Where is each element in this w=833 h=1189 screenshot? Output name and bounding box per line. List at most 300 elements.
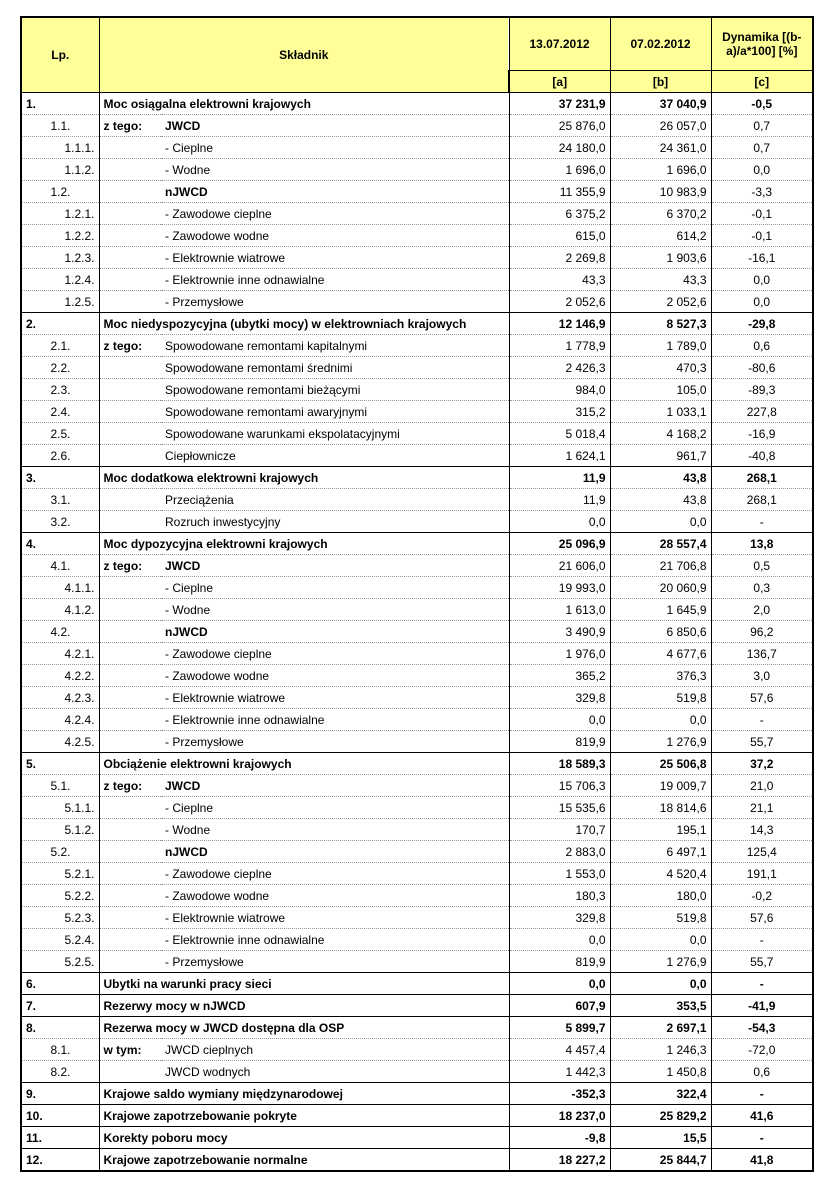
row-value-a: 15 706,3 — [509, 775, 610, 797]
row-value-c: -0,2 — [711, 885, 813, 907]
row-subgroup — [99, 885, 161, 907]
row-lp: 4.1.2. — [21, 599, 99, 621]
table-row — [21, 511, 813, 533]
table-row — [21, 973, 813, 995]
row-value-b: 1 450,8 — [610, 1061, 711, 1083]
row-value-b: 6 850,6 — [610, 621, 711, 643]
table-row — [21, 159, 813, 181]
row-lp: 1.2.2. — [21, 225, 99, 247]
row-value-a: 2 269,8 — [509, 247, 610, 269]
table-row — [21, 819, 813, 841]
row-value-c: -41,9 — [711, 995, 813, 1017]
row-value-c: 13,8 — [711, 533, 813, 555]
row-name: Krajowe zapotrzebowanie pokryte — [99, 1105, 509, 1127]
table-row — [21, 489, 813, 511]
table-row — [21, 115, 813, 137]
row-lp: 2.5. — [21, 423, 99, 445]
row-subgroup — [99, 731, 161, 753]
row-value-b: 19 009,7 — [610, 775, 711, 797]
row-value-a: 21 606,0 — [509, 555, 610, 577]
row-lp: 1. — [21, 93, 99, 115]
row-name: Spowodowane remontami średnimi — [161, 357, 509, 379]
row-value-b: 376,3 — [610, 665, 711, 687]
row-name: - Przemysłowe — [161, 951, 509, 973]
row-lp: 5.2.2. — [21, 885, 99, 907]
table-row — [21, 555, 813, 577]
row-lp: 5.2.4. — [21, 929, 99, 951]
row-value-c: 268,1 — [711, 467, 813, 489]
row-value-c: -40,8 — [711, 445, 813, 467]
table-row — [21, 1039, 813, 1061]
row-value-a: -352,3 — [509, 1083, 610, 1105]
table-row — [21, 577, 813, 599]
power-balance-table — [20, 16, 814, 1172]
row-lp: 4. — [21, 533, 99, 555]
row-lp: 6. — [21, 973, 99, 995]
table-row — [21, 907, 813, 929]
row-value-a: 180,3 — [509, 885, 610, 907]
row-value-c: 0,0 — [711, 291, 813, 313]
header-skladnik: Składnik — [99, 17, 509, 93]
table-row — [21, 379, 813, 401]
row-value-b: 1 903,6 — [610, 247, 711, 269]
table-header — [21, 17, 813, 93]
row-value-c: 3,0 — [711, 665, 813, 687]
row-value-c: 227,8 — [711, 401, 813, 423]
row-value-a: 19 993,0 — [509, 577, 610, 599]
row-lp: 8.2. — [21, 1061, 99, 1083]
row-value-c: - — [711, 511, 813, 533]
row-value-c: 57,6 — [711, 687, 813, 709]
row-lp: 3.2. — [21, 511, 99, 533]
table-row — [21, 93, 813, 115]
row-value-c: -16,1 — [711, 247, 813, 269]
row-name: Moc osiągalna elektrowni krajowych — [99, 93, 509, 115]
row-value-b: 0,0 — [610, 929, 711, 951]
row-subgroup — [99, 841, 161, 863]
row-value-a: 11 355,9 — [509, 181, 610, 203]
header-date-a: 13.07.2012 — [509, 17, 610, 71]
row-name: - Zawodowe wodne — [161, 225, 509, 247]
row-name: Przeciążenia — [161, 489, 509, 511]
table-row — [21, 599, 813, 621]
row-lp: 2.4. — [21, 401, 99, 423]
table-row — [21, 753, 813, 775]
row-value-b: 0,0 — [610, 709, 711, 731]
row-value-b: 18 814,6 — [610, 797, 711, 819]
row-subgroup: z tego: — [99, 115, 161, 137]
row-value-b: 195,1 — [610, 819, 711, 841]
row-value-c: 2,0 — [711, 599, 813, 621]
table-row — [21, 731, 813, 753]
row-value-a: 5 899,7 — [509, 1017, 610, 1039]
row-lp: 4.2.1. — [21, 643, 99, 665]
row-value-a: 15 535,6 — [509, 797, 610, 819]
table-row — [21, 445, 813, 467]
row-value-a: 2 883,0 — [509, 841, 610, 863]
row-value-c: 136,7 — [711, 643, 813, 665]
row-value-b: 8 527,3 — [610, 313, 711, 335]
table-row — [21, 401, 813, 423]
row-value-b: 6 497,1 — [610, 841, 711, 863]
row-lp: 1.1.1. — [21, 137, 99, 159]
row-value-c: 55,7 — [711, 731, 813, 753]
row-name: - Cieplne — [161, 577, 509, 599]
row-subgroup — [99, 643, 161, 665]
row-value-a: 11,9 — [509, 489, 610, 511]
row-value-b: 470,3 — [610, 357, 711, 379]
row-lp: 7. — [21, 995, 99, 1017]
table-body — [21, 93, 813, 1172]
row-lp: 4.1. — [21, 555, 99, 577]
row-value-b: 1 696,0 — [610, 159, 711, 181]
row-value-b: 519,8 — [610, 907, 711, 929]
header-tag-c: [c] — [711, 71, 813, 93]
row-lp: 2. — [21, 313, 99, 335]
row-value-c: 0,0 — [711, 269, 813, 291]
row-value-a: -9,8 — [509, 1127, 610, 1149]
row-value-b: 0,0 — [610, 973, 711, 995]
row-value-a: 329,8 — [509, 687, 610, 709]
row-value-a: 984,0 — [509, 379, 610, 401]
row-value-b: 28 557,4 — [610, 533, 711, 555]
table-row — [21, 929, 813, 951]
row-lp: 1.2.1. — [21, 203, 99, 225]
row-name: Ubytki na warunki pracy sieci — [99, 973, 509, 995]
header-dynamika: Dynamika [(b-a)/a*100] [%] — [711, 17, 813, 71]
row-value-a: 43,3 — [509, 269, 610, 291]
table-row — [21, 687, 813, 709]
row-value-b: 43,3 — [610, 269, 711, 291]
row-lp: 4.2. — [21, 621, 99, 643]
row-value-b: 0,0 — [610, 511, 711, 533]
row-subgroup — [99, 1061, 161, 1083]
row-lp: 8.1. — [21, 1039, 99, 1061]
row-name: Obciążenie elektrowni krajowych — [99, 753, 509, 775]
table-row — [21, 1017, 813, 1039]
row-subgroup — [99, 159, 161, 181]
table-row — [21, 797, 813, 819]
row-value-a: 1 976,0 — [509, 643, 610, 665]
row-value-c: 0,7 — [711, 115, 813, 137]
row-value-c: -0,1 — [711, 225, 813, 247]
row-value-b: 6 370,2 — [610, 203, 711, 225]
row-name: - Elektrownie wiatrowe — [161, 247, 509, 269]
row-value-a: 0,0 — [509, 973, 610, 995]
row-value-a: 1 613,0 — [509, 599, 610, 621]
row-name: JWCD wodnych — [161, 1061, 509, 1083]
row-value-b: 37 040,9 — [610, 93, 711, 115]
row-value-b: 1 645,9 — [610, 599, 711, 621]
row-value-b: 2 697,1 — [610, 1017, 711, 1039]
row-value-c: 96,2 — [711, 621, 813, 643]
row-name: Moc niedyspozycyjna (ubytki mocy) w elektrowniach krajowych — [99, 313, 509, 335]
row-value-a: 1 778,9 — [509, 335, 610, 357]
row-value-c: 41,6 — [711, 1105, 813, 1127]
row-value-a: 11,9 — [509, 467, 610, 489]
row-name: - Wodne — [161, 599, 509, 621]
row-lp: 3. — [21, 467, 99, 489]
row-name: Korekty poboru mocy — [99, 1127, 509, 1149]
row-value-a: 1 624,1 — [509, 445, 610, 467]
row-subgroup — [99, 203, 161, 225]
row-value-b: 4 168,2 — [610, 423, 711, 445]
row-value-b: 961,7 — [610, 445, 711, 467]
row-value-b: 353,5 — [610, 995, 711, 1017]
row-name: JWCD — [161, 115, 509, 137]
row-lp: 4.2.2. — [21, 665, 99, 687]
row-lp: 2.3. — [21, 379, 99, 401]
row-name: Ciepłownicze — [161, 445, 509, 467]
row-name: nJWCD — [161, 621, 509, 643]
table-row — [21, 533, 813, 555]
row-subgroup — [99, 423, 161, 445]
table-row — [21, 269, 813, 291]
row-value-b: 24 361,0 — [610, 137, 711, 159]
table-row — [21, 181, 813, 203]
row-name: - Wodne — [161, 819, 509, 841]
row-value-b: 614,2 — [610, 225, 711, 247]
row-value-b: 25 506,8 — [610, 753, 711, 775]
row-value-c: -3,3 — [711, 181, 813, 203]
row-value-a: 819,9 — [509, 951, 610, 973]
row-value-c: -72,0 — [711, 1039, 813, 1061]
row-value-b: 1 789,0 — [610, 335, 711, 357]
row-value-a: 315,2 — [509, 401, 610, 423]
table-row — [21, 1105, 813, 1127]
row-lp: 1.2.3. — [21, 247, 99, 269]
row-name: - Przemysłowe — [161, 731, 509, 753]
row-value-a: 18 589,3 — [509, 753, 610, 775]
table-row — [21, 203, 813, 225]
row-subgroup — [99, 863, 161, 885]
table-row — [21, 665, 813, 687]
table-row — [21, 1149, 813, 1172]
table-row — [21, 137, 813, 159]
row-lp: 5.2.3. — [21, 907, 99, 929]
row-subgroup — [99, 225, 161, 247]
row-subgroup — [99, 357, 161, 379]
row-value-c: -29,8 — [711, 313, 813, 335]
row-lp: 2.6. — [21, 445, 99, 467]
row-value-b: 43,8 — [610, 467, 711, 489]
table-row — [21, 423, 813, 445]
row-value-c: 41,8 — [711, 1149, 813, 1172]
row-subgroup — [99, 269, 161, 291]
row-value-a: 18 227,2 — [509, 1149, 610, 1172]
row-lp: 4.2.3. — [21, 687, 99, 709]
row-name: Spowodowane warunkami ekspolatacyjnymi — [161, 423, 509, 445]
row-lp: 1.1.2. — [21, 159, 99, 181]
table-row — [21, 951, 813, 973]
row-value-a: 170,7 — [509, 819, 610, 841]
row-value-a: 615,0 — [509, 225, 610, 247]
row-name: - Cieplne — [161, 137, 509, 159]
row-name: Rozruch inwestycyjny — [161, 511, 509, 533]
row-value-a: 24 180,0 — [509, 137, 610, 159]
row-name: JWCD — [161, 555, 509, 577]
table-row — [21, 995, 813, 1017]
row-value-c: -0,1 — [711, 203, 813, 225]
row-value-c: - — [711, 973, 813, 995]
row-value-c: -54,3 — [711, 1017, 813, 1039]
row-name: nJWCD — [161, 841, 509, 863]
row-subgroup: w tym: — [99, 1039, 161, 1061]
row-lp: 5.2. — [21, 841, 99, 863]
table-row — [21, 335, 813, 357]
row-name: Rezerwy mocy w nJWCD — [99, 995, 509, 1017]
row-value-a: 2 052,6 — [509, 291, 610, 313]
row-value-a: 4 457,4 — [509, 1039, 610, 1061]
row-value-c: 0,6 — [711, 1061, 813, 1083]
row-name: - Elektrownie wiatrowe — [161, 907, 509, 929]
row-value-b: 1 276,9 — [610, 951, 711, 973]
row-name: - Zawodowe wodne — [161, 665, 509, 687]
row-value-a: 1 553,0 — [509, 863, 610, 885]
row-lp: 5. — [21, 753, 99, 775]
row-name: Spowodowane remontami bieżącymi — [161, 379, 509, 401]
row-value-a: 1 442,3 — [509, 1061, 610, 1083]
row-name: - Wodne — [161, 159, 509, 181]
table-row — [21, 775, 813, 797]
row-subgroup — [99, 181, 161, 203]
row-subgroup — [99, 489, 161, 511]
row-value-b: 15,5 — [610, 1127, 711, 1149]
row-value-b: 322,4 — [610, 1083, 711, 1105]
table-row — [21, 467, 813, 489]
row-value-a: 2 426,3 — [509, 357, 610, 379]
row-value-a: 0,0 — [509, 511, 610, 533]
table-row — [21, 1083, 813, 1105]
row-value-b: 1 276,9 — [610, 731, 711, 753]
row-subgroup — [99, 665, 161, 687]
row-value-a: 329,8 — [509, 907, 610, 929]
header-lp: Lp. — [21, 17, 99, 93]
row-subgroup: z tego: — [99, 555, 161, 577]
row-subgroup: z tego: — [99, 775, 161, 797]
table-row — [21, 709, 813, 731]
row-value-a: 1 696,0 — [509, 159, 610, 181]
row-name: Spowodowane remontami awaryjnymi — [161, 401, 509, 423]
row-subgroup — [99, 577, 161, 599]
row-name: - Elektrownie inne odnawialne — [161, 269, 509, 291]
row-subgroup — [99, 137, 161, 159]
row-lp: 4.2.5. — [21, 731, 99, 753]
row-subgroup — [99, 291, 161, 313]
table-row — [21, 1061, 813, 1083]
row-value-c: - — [711, 709, 813, 731]
row-lp: 5.1.2. — [21, 819, 99, 841]
row-lp: 5.2.5. — [21, 951, 99, 973]
row-value-b: 26 057,0 — [610, 115, 711, 137]
row-value-c: - — [711, 1127, 813, 1149]
row-subgroup — [99, 445, 161, 467]
row-value-a: 6 375,2 — [509, 203, 610, 225]
row-subgroup — [99, 511, 161, 533]
row-subgroup: z tego: — [99, 335, 161, 357]
row-lp: 1.2.5. — [21, 291, 99, 313]
table-row — [21, 225, 813, 247]
row-value-c: 55,7 — [711, 951, 813, 973]
row-subgroup — [99, 401, 161, 423]
row-value-a: 0,0 — [509, 709, 610, 731]
row-value-a: 3 490,9 — [509, 621, 610, 643]
row-value-c: 0,6 — [711, 335, 813, 357]
table-row — [21, 885, 813, 907]
row-name: Moc dypozycyjna elektrowni krajowych — [99, 533, 509, 555]
row-value-b: 25 844,7 — [610, 1149, 711, 1172]
table-row — [21, 621, 813, 643]
row-name: Rezerwa mocy w JWCD dostępna dla OSP — [99, 1017, 509, 1039]
row-value-c: 0,0 — [711, 159, 813, 181]
row-value-c: 268,1 — [711, 489, 813, 511]
row-name: - Elektrownie inne odnawialne — [161, 929, 509, 951]
row-value-c: -0,5 — [711, 93, 813, 115]
row-subgroup — [99, 797, 161, 819]
row-name: Moc dodatkowa elektrowni krajowych — [99, 467, 509, 489]
row-name: JWCD cieplnych — [161, 1039, 509, 1061]
table-row — [21, 1127, 813, 1149]
row-name: Krajowe zapotrzebowanie normalne — [99, 1149, 509, 1172]
row-subgroup — [99, 687, 161, 709]
row-value-a: 5 018,4 — [509, 423, 610, 445]
row-name: - Zawodowe cieplne — [161, 863, 509, 885]
row-value-b: 2 052,6 — [610, 291, 711, 313]
row-value-c: -16,9 — [711, 423, 813, 445]
row-value-a: 819,9 — [509, 731, 610, 753]
row-value-b: 43,8 — [610, 489, 711, 511]
row-lp: 5.1.1. — [21, 797, 99, 819]
row-name: - Zawodowe wodne — [161, 885, 509, 907]
table-row — [21, 291, 813, 313]
row-lp: 1.2.4. — [21, 269, 99, 291]
row-name: - Zawodowe cieplne — [161, 643, 509, 665]
row-lp: 5.2.1. — [21, 863, 99, 885]
row-value-a: 37 231,9 — [509, 93, 610, 115]
row-lp: 1.2. — [21, 181, 99, 203]
row-lp: 4.1.1. — [21, 577, 99, 599]
table-row — [21, 247, 813, 269]
row-name: nJWCD — [161, 181, 509, 203]
row-value-a: 12 146,9 — [509, 313, 610, 335]
row-value-b: 519,8 — [610, 687, 711, 709]
row-value-c: - — [711, 929, 813, 951]
row-value-a: 25 096,9 — [509, 533, 610, 555]
row-value-b: 20 060,9 — [610, 577, 711, 599]
row-value-c: 21,1 — [711, 797, 813, 819]
row-value-b: 21 706,8 — [610, 555, 711, 577]
row-value-c: 125,4 — [711, 841, 813, 863]
header-tag-a: [a] — [509, 71, 610, 93]
row-lp: 1.1. — [21, 115, 99, 137]
row-value-b: 1 246,3 — [610, 1039, 711, 1061]
row-value-a: 25 876,0 — [509, 115, 610, 137]
row-value-a: 18 237,0 — [509, 1105, 610, 1127]
header-tag-b: [b] — [610, 71, 711, 93]
row-value-c: -80,6 — [711, 357, 813, 379]
table-row — [21, 643, 813, 665]
row-lp: 11. — [21, 1127, 99, 1149]
row-lp: 8. — [21, 1017, 99, 1039]
row-name: Krajowe saldo wymiany międzynarodowej — [99, 1083, 509, 1105]
row-name: - Zawodowe cieplne — [161, 203, 509, 225]
row-value-c: 0,3 — [711, 577, 813, 599]
row-value-c: 0,5 — [711, 555, 813, 577]
row-value-b: 4 677,6 — [610, 643, 711, 665]
row-value-b: 180,0 — [610, 885, 711, 907]
row-value-c: 57,6 — [711, 907, 813, 929]
row-value-b: 25 829,2 — [610, 1105, 711, 1127]
